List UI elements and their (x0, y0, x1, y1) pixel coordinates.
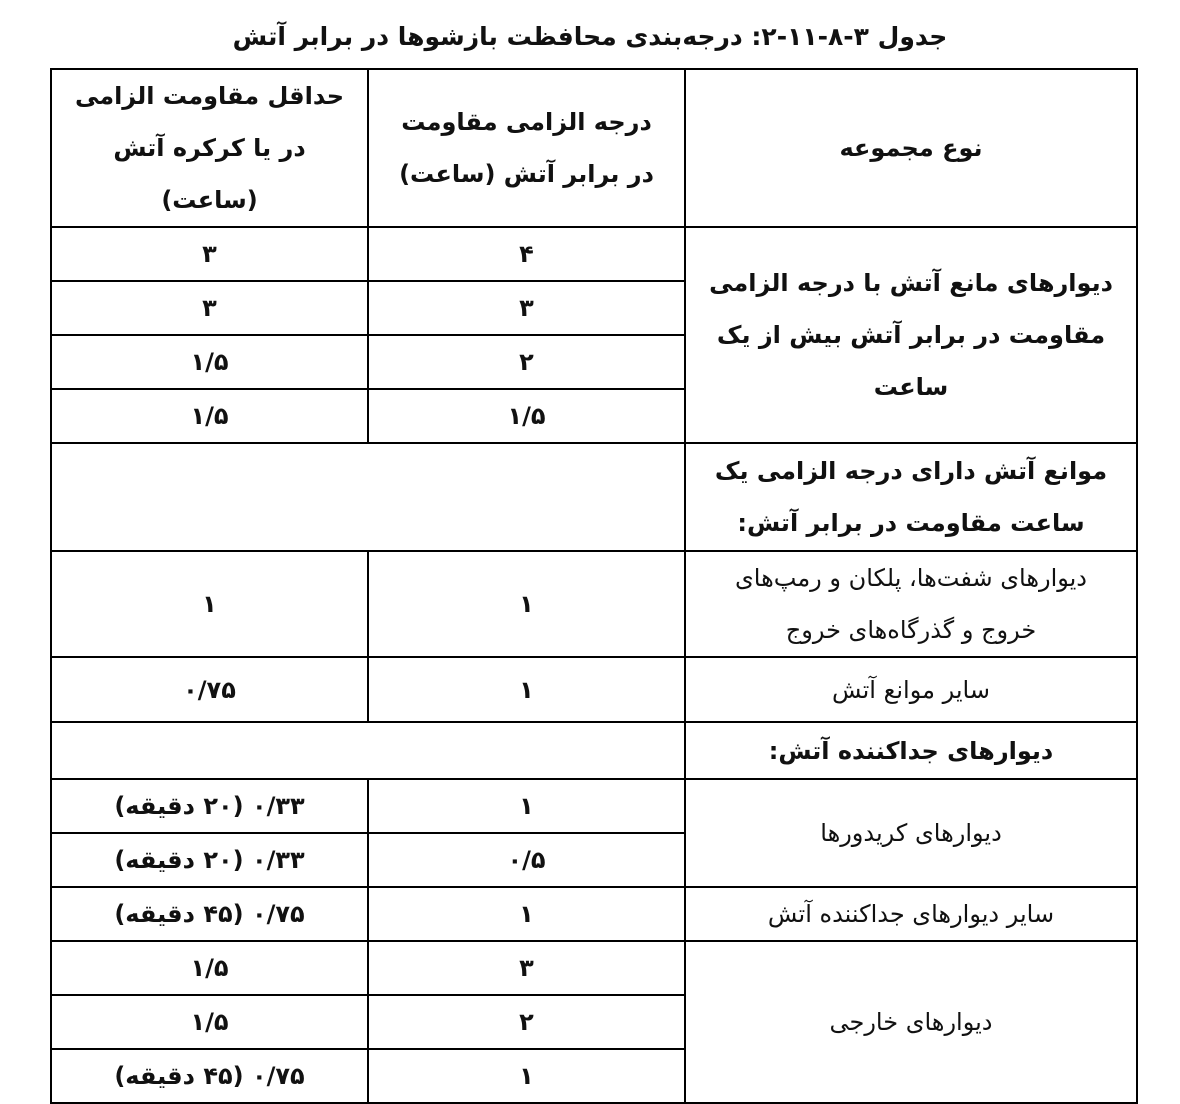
min-cell: ۳ (51, 281, 368, 335)
table-row (51, 227, 1137, 281)
rating-cell: ۱/۵ (368, 389, 685, 443)
table-caption: جدول ۳-۸-۱۱-۲: درجه‌بندی محافظت بازشوها در برابر آتش (232, 22, 948, 51)
table-row (51, 779, 1137, 833)
min-cell: ۰/۳۳ (۲۰ دقیقه) (51, 779, 368, 833)
group-exterior: دیوارهای خارجی (685, 941, 1137, 1103)
header-required-rating: درجه الزامی مقاومت در برابر آتش (ساعت) (368, 69, 685, 227)
group-shafts: دیوارهای شفت‌ها، پلکان و رمپ‌های خروج و گذرگاه‌های خروج (685, 551, 1137, 657)
empty-cell (51, 443, 685, 551)
min-cell: ۱/۵ (51, 389, 368, 443)
min-cell: ۰/۳۳ (۲۰ دقیقه) (51, 833, 368, 887)
group-corridors: دیوارهای کریدورها (685, 779, 1137, 887)
rating-cell: ۳ (368, 281, 685, 335)
group-other-partitions: سایر دیوارهای جداکننده آتش (685, 887, 1137, 941)
min-cell: ۱/۵ (51, 941, 368, 995)
min-cell: ۰/۷۵ (۴۵ دقیقه) (51, 887, 368, 941)
min-cell: ۱/۵ (51, 335, 368, 389)
rating-cell: ۰/۵ (368, 833, 685, 887)
header-row (51, 69, 1137, 227)
group-other-barriers: سایر موانع آتش (685, 657, 1137, 722)
rating-cell: ۱ (368, 887, 685, 941)
fire-rating-table (50, 68, 1138, 1104)
group-fire-walls: دیوارهای مانع آتش با درجه الزامی مقاومت در برابر آتش بیش از یک ساعت (685, 227, 1137, 443)
group-partitions: دیوارهای جداکننده آتش: (685, 722, 1137, 779)
rating-cell: ۱ (368, 657, 685, 722)
min-cell: ۱/۵ (51, 995, 368, 1049)
table-row (51, 941, 1137, 995)
rating-cell: ۳ (368, 941, 685, 995)
rating-cell: ۱ (368, 551, 685, 657)
rating-cell: ۴ (368, 227, 685, 281)
min-cell: ۱ (51, 551, 368, 657)
rating-cell: ۱ (368, 779, 685, 833)
table-row (51, 657, 1137, 722)
rating-cell: ۱ (368, 1049, 685, 1103)
header-min-door-rating: حداقل مقاومت الزامی در یا کرکره آتش (ساعت) (51, 69, 368, 227)
min-cell: ۰/۷۵ (۴۵ دقیقه) (51, 1049, 368, 1103)
empty-cell (51, 722, 685, 779)
rating-cell: ۲ (368, 995, 685, 1049)
table-row (51, 551, 1137, 657)
table-row (51, 887, 1137, 941)
group-one-hour-barriers: موانع آتش دارای درجه الزامی یک ساعت مقاومت در برابر آتش: (685, 443, 1137, 551)
rating-cell: ۲ (368, 335, 685, 389)
header-assembly-type: نوع مجموعه (685, 69, 1137, 227)
section-row (51, 443, 1137, 551)
section-row (51, 722, 1137, 779)
min-cell: ۰/۷۵ (51, 657, 368, 722)
min-cell: ۳ (51, 227, 368, 281)
